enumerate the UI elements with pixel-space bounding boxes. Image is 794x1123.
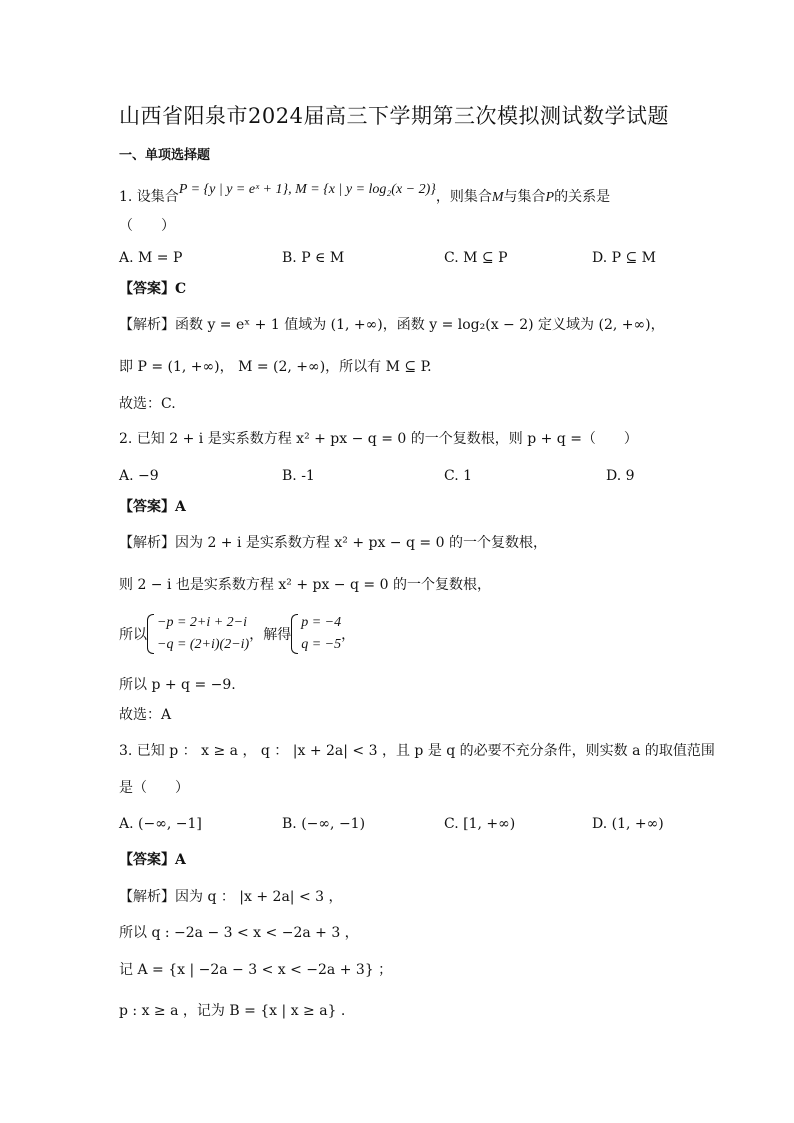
q2-so-label: 所以 xyxy=(119,627,147,643)
q1-stem-c: 与集合 xyxy=(503,189,546,205)
q2-system-1 xyxy=(147,612,249,656)
q1-paren: （ ） xyxy=(119,218,175,234)
q1-option-b: B. P ∈ M xyxy=(282,250,345,266)
q1-answer: 【答案】C xyxy=(119,281,187,297)
q3-analysis-3: 记 A = {x | −2a − 3 < x < −2a + 3} ； xyxy=(119,962,393,978)
q2-system-1-line-1: −p = 2+i + 2−i xyxy=(157,615,248,630)
section-heading: 一、单项选择题 xyxy=(119,148,211,163)
q3-option-b: B. (−∞, −1) xyxy=(282,816,366,832)
q2-system-2-line-1: p = −4 xyxy=(301,615,342,630)
q2-analysis-2: 则 2 − i 也是实系数方程 x² + px − q = 0 的一个复数根， xyxy=(119,577,491,593)
q2-option-b: B. -1 xyxy=(282,468,315,484)
q2-system-2-line-2: q = −5 xyxy=(301,637,342,652)
q2-system-2 xyxy=(291,612,341,656)
question-3-stem-2: 是（ ） xyxy=(119,780,189,796)
q2-option-a: A. −9 xyxy=(119,468,159,484)
q1-stem-d: 的关系是 xyxy=(554,189,611,205)
question-2-stem: 2. 已知 2 + i 是实系数方程 x² + px − q = 0 的一个复数根，则 p + q =（ ） xyxy=(119,431,638,447)
q2-option-d: D. 9 xyxy=(606,468,635,484)
question-3-stem-1: 3. 已知 p ： x ≥ a ， q ： |x + 2a| < 3 ，且 p 是 q 的必要不充分条件，则实数 a 的取值范围 xyxy=(119,743,715,759)
q3-option-a: A. (−∞, −1] xyxy=(119,816,202,832)
q1-option-a: A. M = P xyxy=(119,250,183,266)
q3-analysis-4: p : x ≥ a ，记为 B = {x | x ≥ a} . xyxy=(119,1003,346,1019)
q1-stem-b: ，则集合 xyxy=(435,189,492,205)
page-title: 山西省阳泉市2024届高三下学期第三次模拟测试数学试题 xyxy=(119,104,669,128)
q1-M: M xyxy=(491,190,504,205)
q1-set-expression: P = {y | y = eˣ + 1}, M = {x | y = log₂(x − 2)} xyxy=(178,182,436,197)
q3-option-d: D. (1, +∞) xyxy=(592,816,664,832)
q2-option-c: C. 1 xyxy=(444,468,473,484)
q2-answer: 【答案】A xyxy=(119,499,186,515)
q3-analysis-1: 【解析】因为 q ： |x + 2a| < 3 ， xyxy=(119,889,343,905)
q1-stem-a: 1. 设集合 xyxy=(119,189,179,205)
q2-conclusion: 故选：A xyxy=(119,707,172,723)
q2-system-end: ， xyxy=(341,627,356,643)
q1-analysis-1: 【解析】函数 y = eˣ + 1 值域为 (1, +∞)，函数 y = log₂(x − 2) 定义域为 (2, +∞)， xyxy=(119,317,665,333)
q2-analysis-1: 【解析】因为 2 + i 是实系数方程 x² + px − q = 0 的一个复数根， xyxy=(119,535,547,551)
q3-analysis-2: 所以 q : −2a − 3 < x < −2a + 3 ， xyxy=(119,925,359,941)
q2-system-1-line-2: −q = (2+i)(2−i) xyxy=(157,637,250,652)
q1-P: P xyxy=(545,190,555,205)
question-1-stem xyxy=(119,182,611,208)
q3-option-c: C. [1, +∞) xyxy=(444,816,516,832)
q2-analysis-3: 所以 p + q = −9. xyxy=(119,677,236,693)
q1-option-d: D. P ⊆ M xyxy=(592,250,657,266)
q1-analysis-2: 即 P = (1, +∞)， M = (2, +∞)，所以有 M ⊆ P. xyxy=(119,359,432,375)
q1-conclusion: 故选：C. xyxy=(119,396,176,412)
q2-equation-systems xyxy=(119,612,355,656)
q3-answer: 【答案】A xyxy=(119,852,186,868)
q1-option-c: C. M ⊆ P xyxy=(444,250,508,266)
q2-solve-label: ，解得 xyxy=(249,627,292,643)
